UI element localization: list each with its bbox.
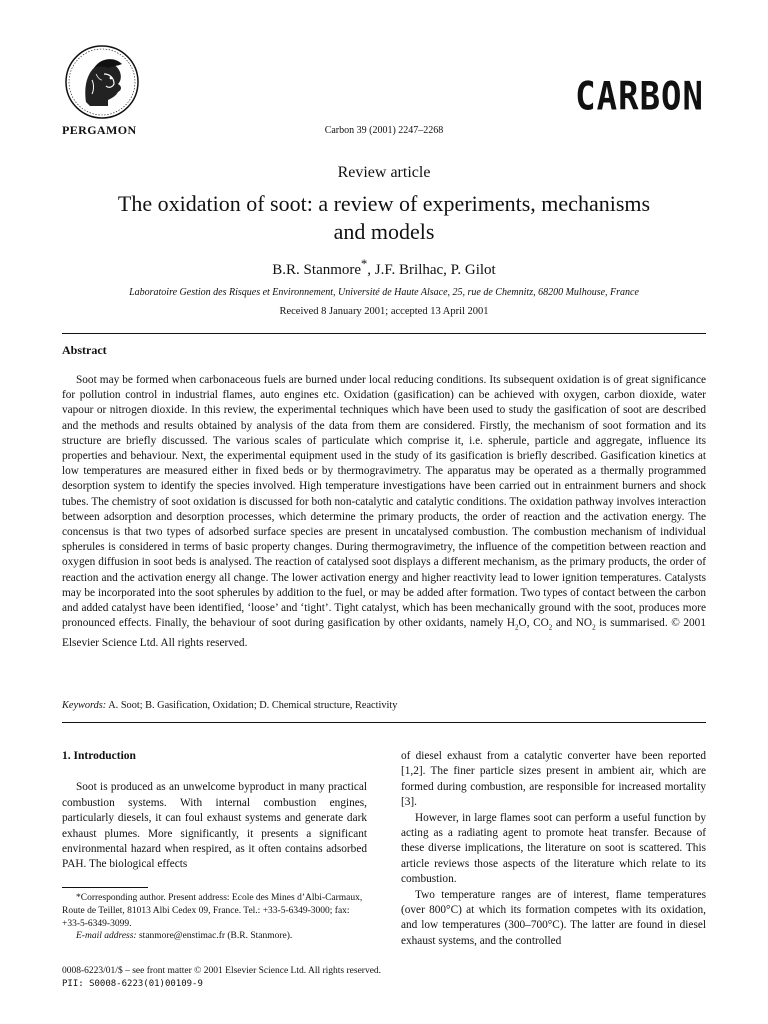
author-stanmore: B.R. Stanmore (272, 262, 362, 278)
author-others: , J.F. Brilhac, P. Gilot (367, 262, 496, 278)
author-list (0, 257, 768, 279)
section-heading-introduction: 1. Introduction (62, 750, 136, 762)
body-paragraph: However, in large flames soot can perform a useful function by acting as a radiating agent to promote heat transfer. Because of these diverse implications, the literature on soot is scattered. This article reviews those aspects of the literature which relate to its combustion. (401, 811, 706, 886)
body-paragraph: Two temperature ranges are of interest, flame temperatures (over 800°C) at which its formation competes with its oxidation, and low temperatures (300–700°C). The latter are found in diesel exhaust systems, and the controlled (401, 888, 706, 947)
page-footer (62, 965, 381, 991)
pii-line: PII: S0008-6223(01)00109-9 (62, 979, 203, 989)
article-title-line-2: and models (333, 219, 435, 244)
article-title (0, 190, 768, 246)
article-title-line-1: The oxidation of soot: a review of experiments, mechanisms (117, 191, 651, 216)
keywords-divider (62, 722, 706, 723)
top-divider (62, 333, 706, 334)
body-paragraph: of diesel exhaust from a catalytic converter have been reported [1,2]. The finer particle sizes present in ambient air, which are formed during combustion, are responsible for increased mortality [3]. (401, 750, 706, 809)
publisher-name: PERGAMON (62, 123, 137, 137)
corresponding-author-mark: * (361, 257, 368, 271)
journal-name: CARBON (575, 74, 704, 120)
keywords-label: Keywords: (62, 700, 107, 711)
keywords (62, 700, 706, 711)
pergamon-athena-head-logo-icon (64, 44, 140, 120)
journal-reference: Carbon 39 (2001) 2247–2268 (324, 125, 444, 136)
keywords-list: A. Soot; B. Gasification, Oxidation; D. Chemical structure, Reactivity (106, 700, 398, 711)
received-dates: Received 8 January 2001; accepted 13 April 2001 (279, 306, 489, 317)
abstract-text: Soot may be formed when carbonaceous fuels are burned under local reducing conditions. Its subsequent oxidation is of great significance for pollution control in industrial flames, auto engines etc. Oxidation (gasification) can be achieved with oxygen, carbon dioxide, water vapour or nitrogen dioxide. In this review, the experimental techniques which have been used to study the gasification of soot are described and the methods and results obtained by analysis of the data from them are considered. Firstly, the mechanism of soot formation and its structure are briefly discussed. The various scales of particulate which comprise it, i.e. spherule, particle and aggregate, influence its properties and behaviour. Next, the experimental equipment used in the study of its gasification is briefly described. Gasification kinetics at low temperatures are measured either in fixed beds or by thermogravimetry. The apparatus may be operated as a thermally programmed desorption system to identify the species involved. High temperature investigations have been carried out in entrainment burners and shock tubes. The chemistry of soot oxidation is discussed for both non-catalytic and catalytic conditions. The oxidation pathway involves interaction between adsorption and desorption processes, which determine the primary products, the order of reaction and the activation energy. The concensus is that two types of adsorbed surface species are present in uncatalysed combustion. The combustion mechanism of individual spherules is considered in terms of basic property changes. During thermogravimetry, the influence of the competition between reaction and oxygen diffusion in soot beds is analysed. The reaction of catalysed soot displays a different mechanism, as the primary products, the order of reaction and the activation energy all change. The lower activation energy and higher reactivity lead to lower ignition temperatures. Catalysts may be incorporated into the soot spherules by addition to the fuel, or may be added after formation. Two types of contact between the carbon and added catalyst have been identified, ‘loose’ and ‘tight’. Tight catalyst, which has been mechanically ground with the soot, produces more pronounced effects. Finally, the behaviour of soot during gasification by other oxidants, namely $H_2O$, $CO_2$ and $NO_2$ is summarised. © 2001 Elsevier Science Ltd. All rights reserved. (62, 374, 706, 649)
issn-line: 0008-6223/01/$ – see front matter © 2001 Elsevier Science Ltd. All rights reserved. (62, 966, 382, 976)
body-column-right (401, 749, 706, 949)
email-note: E-mail address: stanmore@enstimac.fr (B.R. Stanmore). (76, 931, 293, 942)
corresponding-author-note: *Corresponding author. Present address: Ecole des Mines d’Albi-Carmaux, Route de Teillet, 81013 Albi Cedex 09, France. Tel.: +33-5-6349-3000; fax: +33-5-6349-3099. (62, 893, 363, 929)
body-paragraph: Soot is produced as an unwelcome byproduct in many practical combustion systems. With internal combustion engines, particularly diesels, it can foul exhaust systems and generate dark exhaust plumes. More significantly, it presents a significant environmental hazard when respired, as it often contains adsorbed PAH. The biological effects (62, 781, 367, 871)
affiliation: Laboratoire Gestion des Risques et Environnement, Université de Haute Alsace, 25, rue de Chemnitz, 68200 Mulhouse, France (129, 287, 639, 298)
body-column-left (62, 749, 367, 873)
article-type: Review article (337, 164, 431, 181)
footnote-divider (62, 887, 148, 888)
abstract-heading: Abstract (62, 343, 107, 357)
footnote (62, 892, 367, 943)
